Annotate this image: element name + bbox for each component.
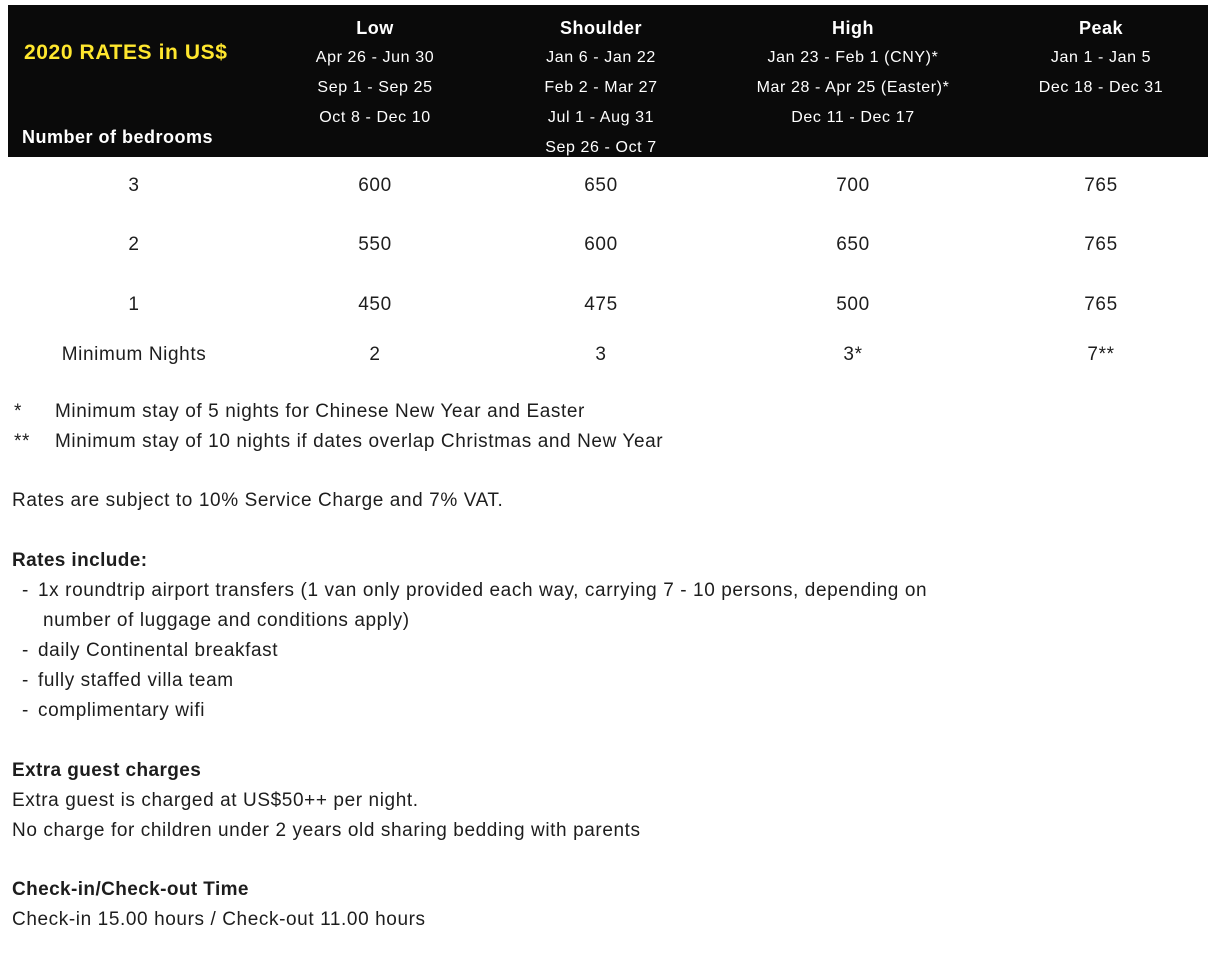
row-label: 2: [128, 234, 140, 255]
season-label: High: [832, 18, 874, 38]
season-column-shoulder: [490, 5, 712, 157]
season-date-range: Apr 26 - Jun 30: [315, 49, 435, 66]
list-item-text: 1x roundtrip airport transfers (1 van only provided each way, carrying 7 - 10 persons, depending on number of luggage and conditions apply): [38, 580, 928, 631]
season-column-high: [712, 5, 994, 157]
check-in-out-times: Check-in 15.00 hours / Check-out 11.00 hours: [12, 909, 426, 930]
extra-guest-section: [12, 756, 1216, 846]
season-column-peak: [994, 5, 1208, 157]
rate-cell: 3*: [843, 344, 863, 365]
season-column-low: [260, 5, 490, 157]
rate-cell: 550: [358, 234, 392, 255]
season-date-range: Jan 6 - Jan 22: [546, 49, 656, 66]
season-date-range: Dec 11 - Dec 17: [791, 109, 915, 126]
rates-document: [0, 5, 1216, 935]
season-date-range: Jan 23 - Feb 1 (CNY)*: [767, 49, 939, 66]
season-label: Shoulder: [559, 18, 642, 38]
footnote-marker: *: [14, 401, 22, 422]
list-item: [12, 636, 1216, 666]
footnote-text: Minimum stay of 10 nights if dates overlap Christmas and New Year: [55, 431, 664, 452]
table-row-minimum-nights: [8, 335, 1208, 375]
rate-cell: 7**: [1087, 344, 1115, 365]
rates-include-section: [12, 546, 1216, 726]
rates-table: [8, 5, 1208, 375]
extra-guest-heading: Extra guest charges: [12, 760, 202, 781]
rate-cell: 650: [836, 234, 870, 255]
extra-guest-rate-line: Extra guest is charged at US$50++ per night.: [12, 790, 419, 811]
rate-cell: 500: [836, 294, 870, 315]
list-item: [12, 576, 1216, 636]
season-date-range: Oct 8 - Dec 10: [319, 109, 431, 126]
table-row-1-bedroom: [8, 275, 1208, 335]
footnote-text: Minimum stay of 5 nights for Chinese New Year and Easter: [55, 401, 585, 422]
rate-cell: 765: [1084, 294, 1118, 315]
season-date-range: Dec 18 - Dec 31: [1038, 79, 1164, 96]
season-date-range: Jul 1 - Aug 31: [547, 109, 655, 126]
rate-cell: 700: [836, 175, 870, 196]
season-date-range: Sep 26 - Oct 7: [545, 139, 657, 156]
row-label: 1: [128, 294, 140, 315]
rate-cell: 3: [595, 344, 607, 365]
rates-include-list: [12, 576, 1216, 726]
list-item: [12, 666, 1216, 696]
rate-cell: 450: [358, 294, 392, 315]
table-title: 2020 RATES in US$: [24, 41, 228, 64]
rate-cell: 600: [358, 175, 392, 196]
season-date-range: Sep 1 - Sep 25: [317, 79, 433, 96]
rate-cell: 475: [584, 294, 618, 315]
season-date-range: Jan 1 - Jan 5: [1050, 49, 1152, 66]
list-item-text: daily Continental breakfast: [38, 640, 279, 661]
extra-guest-children-line: No charge for children under 2 years old sharing bedding with parents: [12, 820, 641, 841]
rates-include-heading: Rates include:: [12, 550, 148, 571]
list-bullet: -: [22, 580, 29, 601]
list-item-text: complimentary wifi: [38, 700, 206, 721]
row-label: Minimum Nights: [61, 344, 207, 365]
season-label: Peak: [1078, 18, 1124, 38]
header-label-column: [8, 5, 260, 157]
list-bullet: -: [22, 700, 29, 721]
rate-cell: 600: [584, 234, 618, 255]
table-row-2-bedrooms: [8, 215, 1208, 275]
check-in-out-section: [12, 875, 1216, 935]
season-label: Low: [356, 18, 394, 38]
table-row-3-bedrooms: [8, 157, 1208, 215]
footnote-cny-easter: [14, 397, 1216, 427]
season-date-range: Mar 28 - Apr 25 (Easter)*: [756, 79, 950, 96]
list-bullet: -: [22, 640, 29, 661]
list-bullet: -: [22, 670, 29, 691]
footnote-marker: **: [14, 431, 30, 452]
rates-table-header: [8, 5, 1208, 157]
season-date-range: Feb 2 - Mar 27: [544, 79, 658, 96]
rate-cell: 650: [584, 175, 618, 196]
footnote-christmas-newyear: [14, 427, 1216, 457]
list-item-text: fully staffed villa team: [38, 670, 234, 691]
rates-table-body: [8, 157, 1208, 375]
rate-cell: 765: [1084, 175, 1118, 196]
row-label: 3: [128, 175, 140, 196]
footnotes: [14, 397, 1216, 457]
check-in-out-heading: Check-in/Check-out Time: [12, 879, 249, 900]
rate-cell: 765: [1084, 234, 1118, 255]
service-charge-note: Rates are subject to 10% Service Charge and 7% VAT.: [12, 490, 504, 511]
rate-cell: 2: [369, 344, 381, 365]
bedrooms-column-label: Number of bedrooms: [22, 127, 214, 147]
list-item: [12, 696, 1216, 726]
